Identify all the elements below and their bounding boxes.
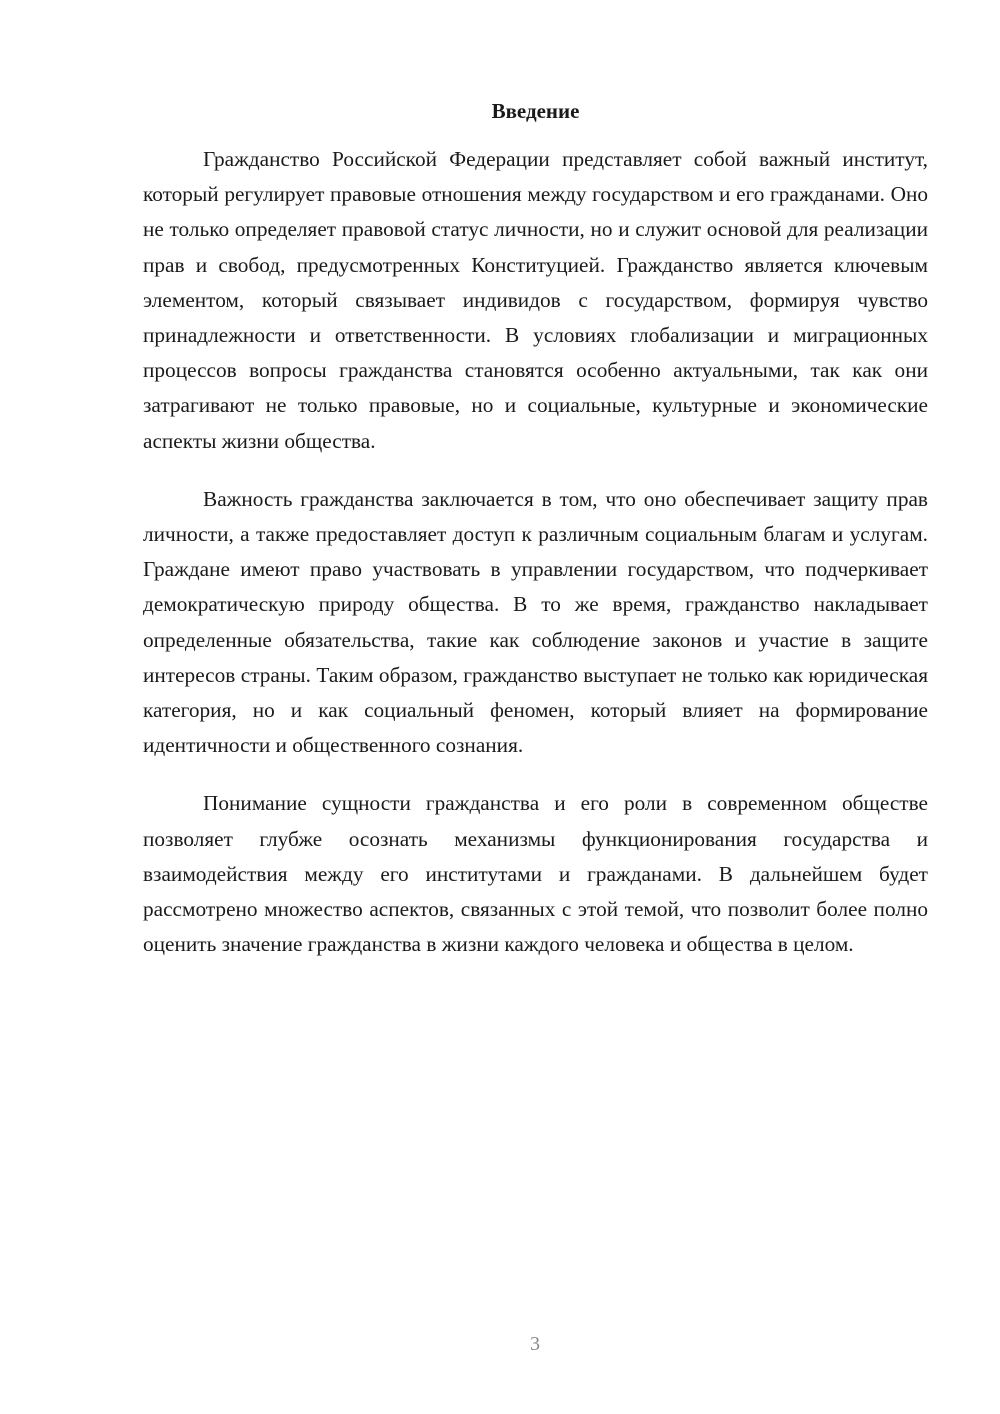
section-heading: Введение [491, 99, 580, 123]
paragraph-3: Понимание сущности гражданства и его роли в современном обществе позволяет глубже осознать механизмы функционирования государства и взаимодействия между его институтами и гражданами. В дальнейшем будет рассмотрено множество аспектов, связанных с этой темой, что позволит более полно оценить значение гражданства в жизни каждого человека и общества в целом. [143, 791, 928, 957]
paragraph-1: Гражданство Российской Федерации представляет собой важный институт, который регулирует правовые отношения между государством и его гражданами. Оно не только определяет правовой статус личности, но и служит основой для реализации прав и свобод, предусмотренных Конституцией. Гражданство является ключевым элементом, который связывает индивидов с государством, формируя чувство принадлежности и ответственности. В условиях глобализации и миграционных процессов вопросы гражданства становятся особенно актуальными, так как они затрагивают не только правовые, но и социальные, культурные и экономические аспекты жизни общества. [143, 147, 928, 453]
paragraph-2: Важность гражданства заключается в том, что оно обеспечивает защиту прав личности, а также предоставляет доступ к различным социальным благам и услугам. Граждане имеют право участвовать в управлении государством, что подчеркивает демократическую природу общества. В то же время, гражданство накладывает определенные обязательства, такие как соблюдение законов и участие в защите интересов страны. Таким образом, гражданство выступает не только как юридическая категория, но и как социальный феномен, который влияет на формирование идентичности и общественного сознания. [143, 486, 928, 758]
page-number: 3 [530, 1333, 540, 1355]
body-text [143, 142, 928, 985]
